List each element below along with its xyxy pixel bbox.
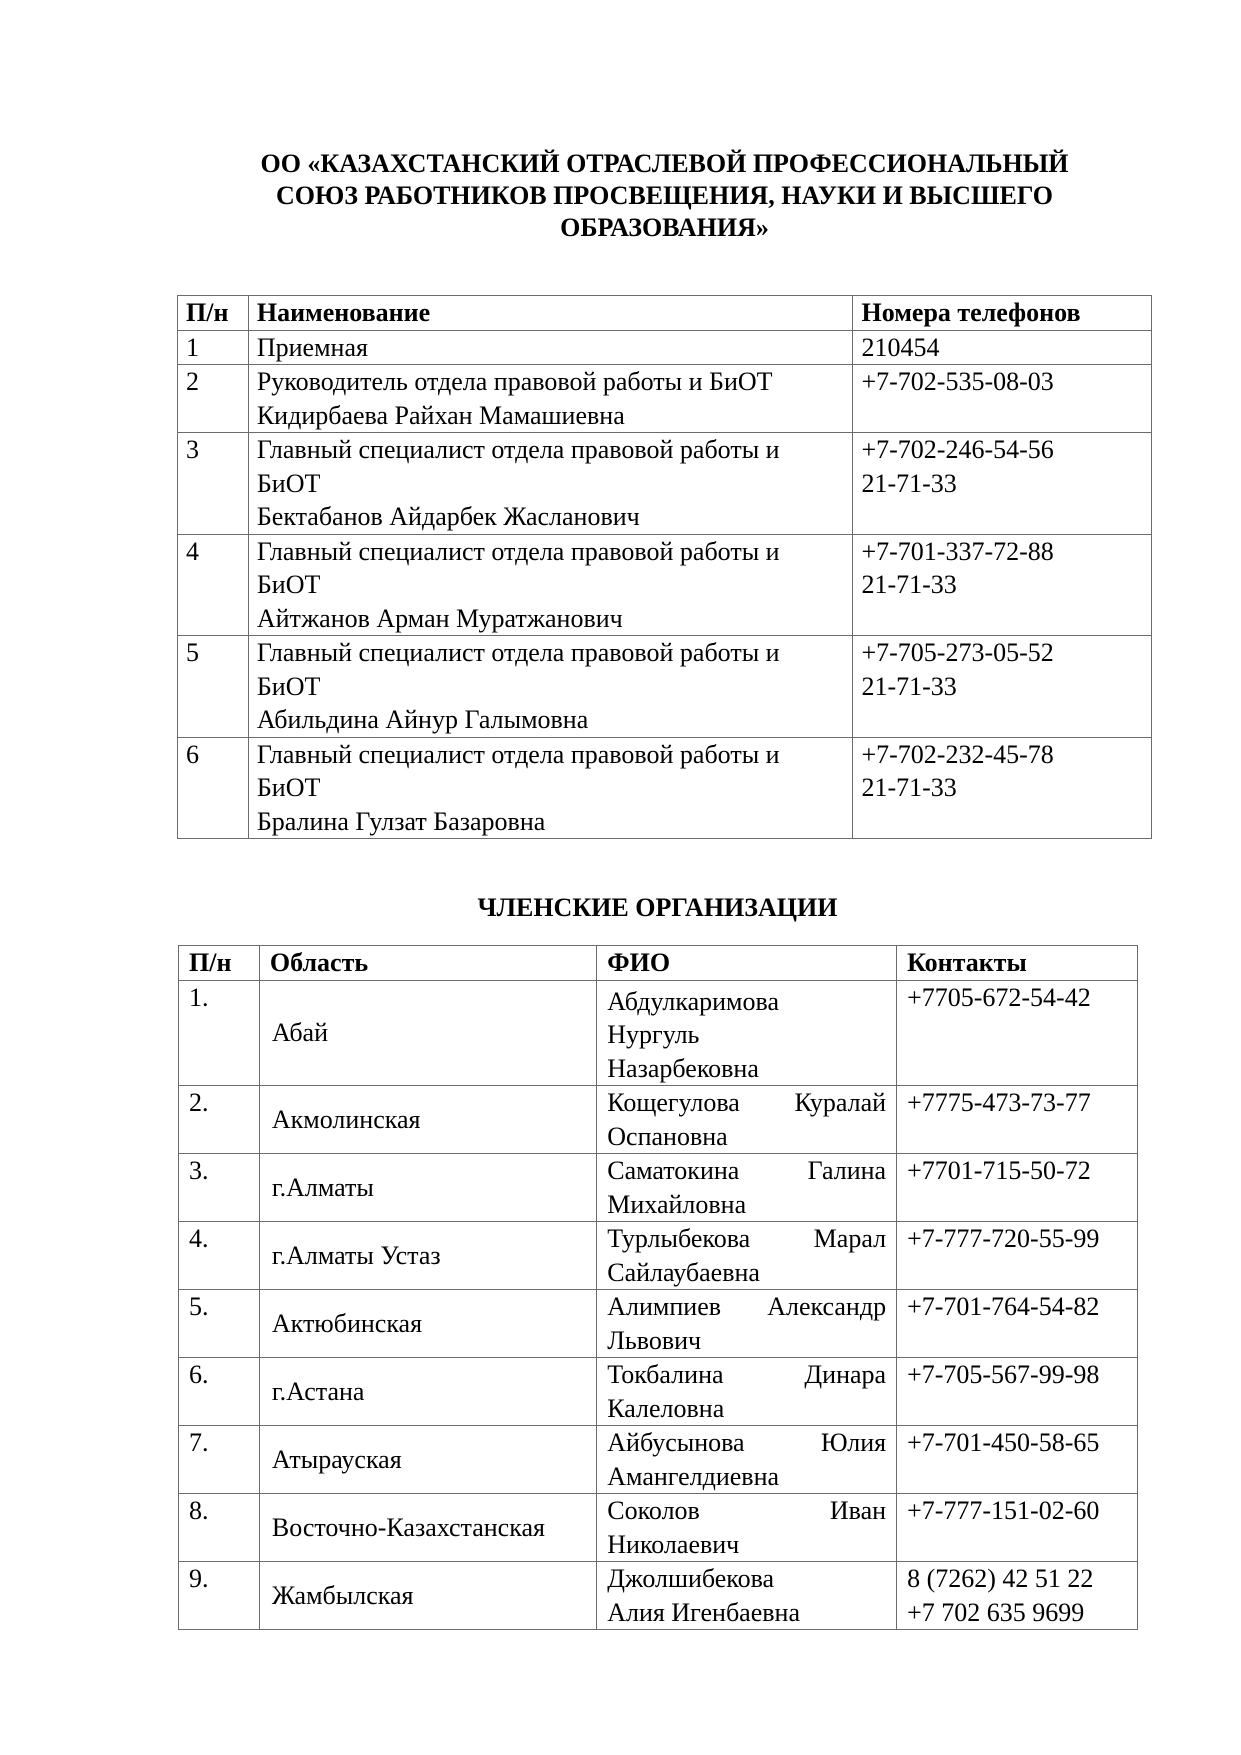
contact-phone: +7-701-450-58-65	[907, 1428, 1100, 1457]
row-number: 2.	[179, 1086, 260, 1154]
table-row	[179, 1290, 1138, 1358]
row-name	[248, 534, 853, 636]
row-fio	[597, 1426, 897, 1494]
fio-word: Галина	[807, 1156, 887, 1185]
fio-line: Львович	[607, 1325, 702, 1355]
fio-line: Николаевич	[607, 1529, 740, 1559]
table-row	[178, 330, 1152, 365]
table-row	[179, 980, 1138, 1086]
row-region: Жамбылская	[259, 1562, 596, 1630]
table-row	[178, 737, 1152, 839]
name-line: Главный специалист отдела правовой работы и	[256, 435, 780, 464]
table-row	[179, 1494, 1138, 1562]
row-phones	[853, 365, 1152, 433]
table-row	[178, 636, 1152, 738]
name-line: Приемная	[256, 332, 368, 362]
contact-phone: +7-701-764-54-82	[907, 1292, 1100, 1321]
row-number: 2	[178, 365, 249, 433]
fio-line	[607, 1290, 886, 1324]
fio-word: Айбусынова	[607, 1428, 745, 1457]
row-number: 4.	[179, 1222, 260, 1290]
title-line: СОЮЗ РАБОТНИКОВ ПРОСВЕЩЕНИЯ, НАУКИ И ВЫСШЕГО	[276, 181, 1053, 210]
column-header-contacts: Контакты	[897, 946, 1138, 981]
column-header-number: П/н	[179, 946, 260, 981]
phone-number: +7-702-246-54-56	[861, 435, 1054, 464]
fio-line: Калеловна	[607, 1393, 725, 1423]
phone-number: +7-702-535-08-03	[861, 367, 1054, 396]
column-header-phones: Номера телефонов	[853, 296, 1152, 331]
row-contacts	[897, 1154, 1138, 1222]
phone-number: 21-71-33	[861, 671, 957, 701]
row-number: 1	[178, 330, 249, 365]
row-region: Абай	[259, 980, 596, 1086]
fio-word: Саматокина	[607, 1156, 740, 1185]
row-contacts	[897, 1426, 1138, 1494]
contact-phone: +7-777-151-02-60	[907, 1496, 1100, 1525]
contact-phone: +7 702 635 9699	[907, 1597, 1085, 1627]
row-name	[248, 737, 853, 839]
phone-number: 21-71-33	[861, 570, 957, 599]
row-region: Атырауская	[259, 1426, 596, 1494]
fio-line: Амангелдиевна	[607, 1461, 780, 1491]
row-number: 3	[178, 433, 249, 535]
row-contacts	[897, 1086, 1138, 1154]
fio-line	[607, 1426, 886, 1460]
row-phones	[853, 636, 1152, 738]
fio-line: Назарбековна	[607, 1053, 759, 1083]
table-header-row	[179, 946, 1138, 981]
fio-line: Нургуль	[607, 1020, 700, 1049]
row-region: г.Алматы Устаз	[259, 1222, 596, 1290]
fio-word: Иван	[829, 1496, 887, 1525]
section-title-members: ЧЛЕНСКИЕ ОРГАНИЗАЦИИ	[477, 893, 838, 922]
row-region: Акмолинская	[259, 1086, 596, 1154]
row-number: 6	[178, 737, 249, 839]
row-number: 4	[178, 534, 249, 636]
phone-number: +7-702-232-45-78	[861, 739, 1054, 769]
row-name	[248, 365, 853, 433]
fio-line: Сайлаубаевна	[607, 1257, 760, 1287]
row-fio	[597, 980, 897, 1086]
contact-phone: +7-777-720-55-99	[907, 1224, 1100, 1253]
table-row	[179, 1222, 1138, 1290]
row-contacts	[897, 1494, 1138, 1562]
fio-line: Михайловна	[607, 1189, 747, 1219]
fio-line: Джолшибекова	[607, 1564, 775, 1593]
row-fio	[597, 1562, 897, 1630]
row-fio	[597, 1290, 897, 1358]
row-number: 6.	[179, 1358, 260, 1426]
phone-number: +7-701-337-72-88	[861, 536, 1054, 566]
table-row	[179, 1358, 1138, 1426]
column-header-number: П/н	[178, 296, 249, 331]
table-row	[179, 1086, 1138, 1154]
row-phones	[853, 433, 1152, 535]
document-title	[177, 148, 1152, 244]
row-fio	[597, 1086, 897, 1154]
name-line: Руководитель отдела правовой работы и БиОТ	[256, 367, 773, 396]
name-line: Кидирбаева Райхан Мамашиевна	[256, 400, 625, 430]
member-organizations-table	[178, 945, 1138, 1630]
name-line: БиОТ	[256, 468, 321, 498]
row-region: г.Астана	[259, 1358, 596, 1426]
row-number: 3.	[179, 1154, 260, 1222]
table-row	[178, 433, 1152, 535]
row-region: Восточно-Казахстанская	[259, 1494, 596, 1562]
staff-phone-table	[177, 295, 1152, 839]
fio-line: Алия Игенбаевна	[607, 1597, 800, 1627]
row-fio	[597, 1154, 897, 1222]
row-fio	[597, 1494, 897, 1562]
row-phones	[853, 330, 1152, 365]
contact-phone: +7-705-567-99-98	[907, 1360, 1100, 1389]
name-line: БиОТ	[256, 570, 321, 599]
fio-line	[607, 1154, 886, 1188]
table-header-row	[178, 296, 1152, 331]
fio-line	[607, 1222, 886, 1256]
name-line: БиОТ	[256, 773, 321, 802]
fio-word: Соколов	[607, 1496, 700, 1525]
row-name	[248, 330, 853, 365]
column-header-name: Наименование	[248, 296, 853, 331]
row-contacts	[897, 980, 1138, 1086]
row-phones	[853, 534, 1152, 636]
row-name	[248, 433, 853, 535]
name-line: Бектабанов Айдарбек Жасланович	[256, 502, 640, 531]
name-line: БиОТ	[256, 671, 321, 701]
phone-number: 21-71-33	[861, 468, 957, 498]
name-line: Главный специалист отдела правовой работы и	[256, 638, 780, 667]
name-line: Главный специалист отдела правовой работы и	[256, 739, 780, 769]
phone-number: 21-71-33	[861, 773, 957, 802]
row-contacts	[897, 1562, 1138, 1630]
fio-word: Куралай	[794, 1088, 887, 1117]
fio-word: Токбалина	[607, 1360, 724, 1389]
fio-word: Александр	[767, 1292, 887, 1321]
row-number: 7.	[179, 1426, 260, 1494]
row-fio	[597, 1358, 897, 1426]
row-number: 8.	[179, 1494, 260, 1562]
fio-word: Динара	[804, 1360, 887, 1389]
title-line: ОО «КАЗАХСТАНСКИЙ ОТРАСЛЕВОЙ ПРОФЕССИОНАЛЬНЫЙ	[260, 149, 1069, 178]
row-number: 5	[178, 636, 249, 738]
row-number: 5.	[179, 1290, 260, 1358]
name-line: Главный специалист отдела правовой работы и	[256, 536, 780, 566]
row-region: г.Алматы	[259, 1154, 596, 1222]
fio-line: Оспановна	[607, 1121, 728, 1151]
table-row	[179, 1426, 1138, 1494]
row-contacts	[897, 1290, 1138, 1358]
name-line: Бралина Гулзат Базаровна	[256, 806, 546, 836]
name-line: Абильдина Айнур Галымовна	[256, 705, 589, 734]
row-contacts	[897, 1358, 1138, 1426]
table-row	[178, 365, 1152, 433]
phone-number: 210454	[861, 332, 940, 362]
row-number: 1.	[179, 980, 260, 1086]
table-row	[178, 534, 1152, 636]
fio-line	[607, 1358, 886, 1392]
row-name	[248, 636, 853, 738]
fio-word: Турлыбекова	[607, 1224, 751, 1253]
table-row	[179, 1154, 1138, 1222]
fio-line	[607, 1086, 886, 1120]
row-phones	[853, 737, 1152, 839]
fio-word: Алимпиев	[607, 1292, 722, 1321]
contact-phone: +7705-672-54-42	[907, 982, 1091, 1012]
fio-line: Абдулкаримова	[607, 986, 779, 1016]
contact-phone: +7701-715-50-72	[907, 1156, 1091, 1185]
column-header-fio: ФИО	[597, 946, 897, 981]
fio-word: Юлия	[820, 1428, 887, 1457]
fio-word: Кощегулова	[607, 1088, 740, 1117]
column-header-region: Область	[259, 946, 596, 981]
fio-line	[607, 1494, 886, 1528]
title-line: ОБРАЗОВАНИЯ»	[560, 213, 769, 242]
row-fio	[597, 1222, 897, 1290]
phone-number: +7-705-273-05-52	[861, 638, 1054, 667]
name-line: Айтжанов Арман Муратжанович	[256, 603, 623, 633]
row-number: 9.	[179, 1562, 260, 1630]
contact-phone: 8 (7262) 42 51 22	[907, 1564, 1094, 1593]
contact-phone: +7775-473-73-77	[907, 1088, 1091, 1117]
row-contacts	[897, 1222, 1138, 1290]
table-row	[179, 1562, 1138, 1630]
fio-word: Марал	[813, 1224, 887, 1253]
row-region: Актюбинская	[259, 1290, 596, 1358]
